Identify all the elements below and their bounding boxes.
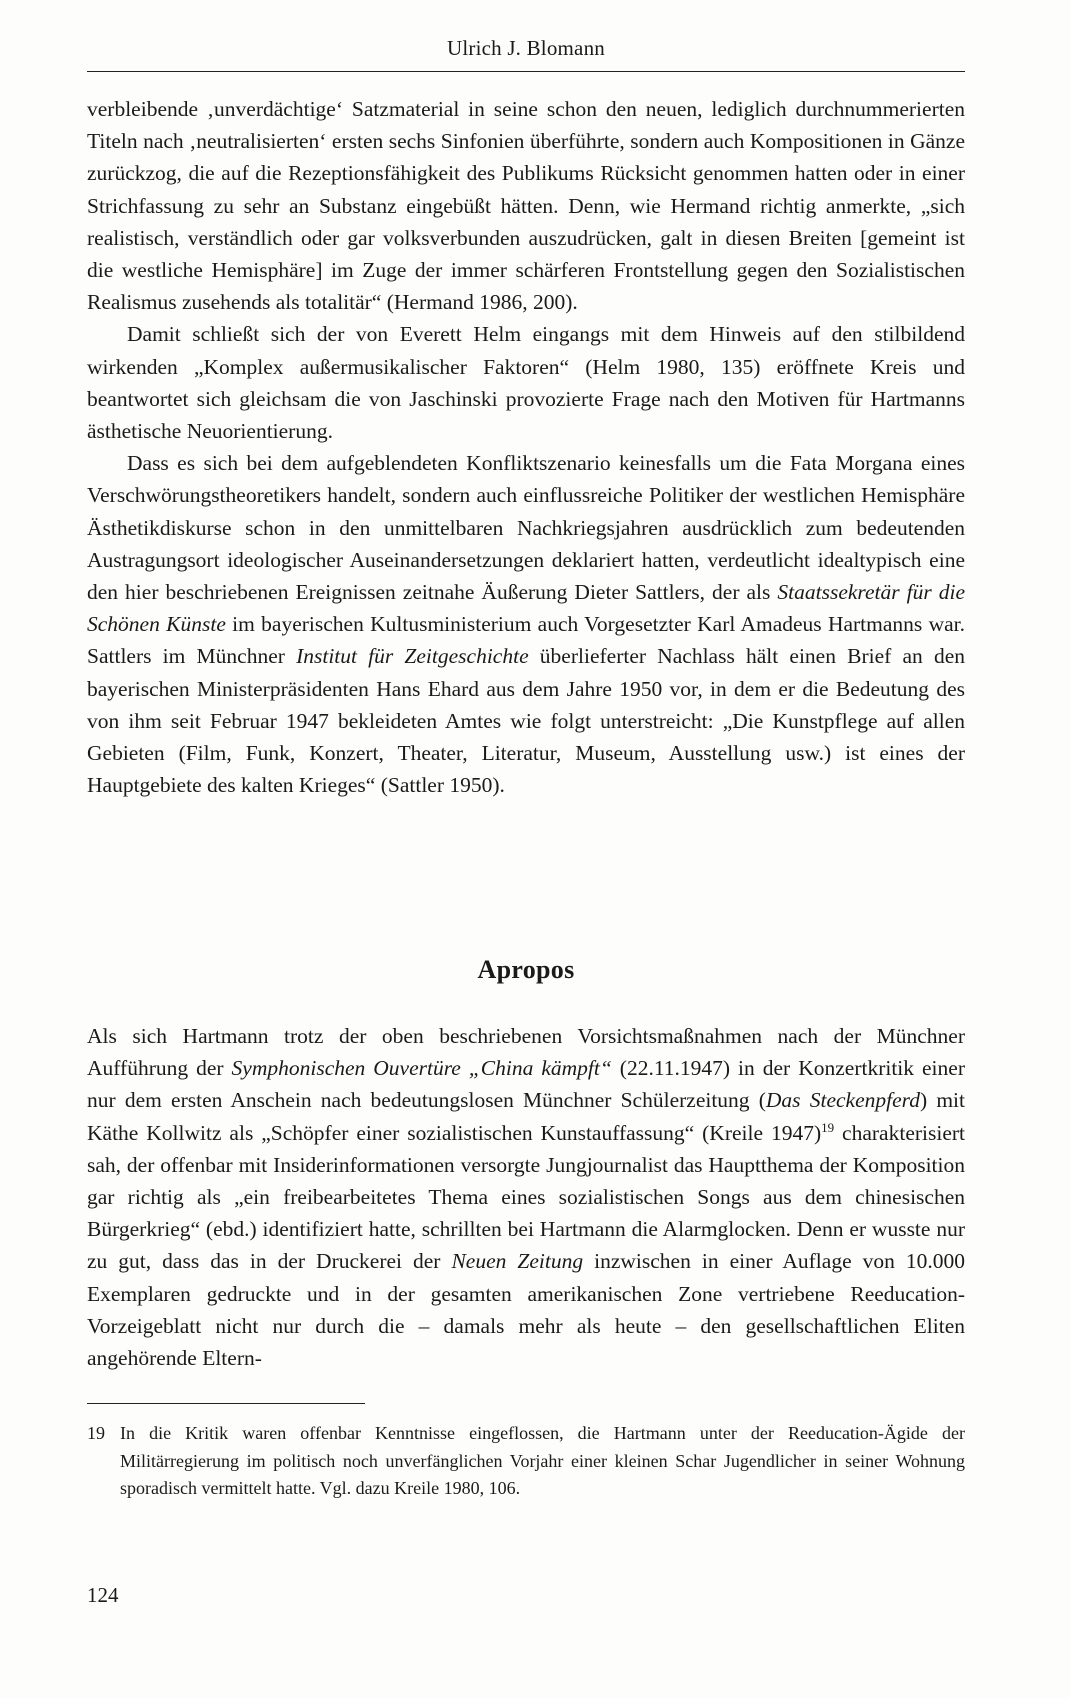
section-text-h: inzwischen in einer Auflage von 10.000 Exemplaren gedruckte und in der gesamten amerikanischen Zone vertriebene Reeducation-Vorzeigeblatt nicht nur durch die – damals mehr als heute – den gesellschaftlichen Eliten angehörende Eltern- xyxy=(87,1249,965,1371)
footnote-reference[interactable]: 19 xyxy=(821,1119,835,1135)
section-paragraph-1 xyxy=(87,1020,965,1374)
paragraph-3 xyxy=(87,447,965,801)
paragraph-1: verbleibende ‚unverdächtige‘ Satzmaterial in seine schon den neuen, lediglich durchnummerierten Titeln nach ‚neutralisierten‘ ersten sechs Sinfonien überführte, sondern auch Kompositionen in Gänze zurückzog, die auf die Rezeptionsfähigkeit des Publikums Rücksicht genommen hatten oder in einer Strichfassung zu sehr an Substanz eingebüßt hätten. Denn, wie Hermand richtig anmerkte, „sich realistisch, verständlich oder gar volksverbunden auszudrücken, galt in diesen Breiten [gemeint ist die westliche Hemisphäre] im Zuge der immer schärferen Frontstellung gegen den Sozialistischen Realismus zusehends als totalitär“ (Hermand 1986, 200). xyxy=(87,97,965,315)
section-text-c: (22.11.1947) in der Konzertkritik einer nur dem ersten Anschein nach bedeutungslosen Münchner Schülerzeitung ( xyxy=(87,1056,965,1113)
footnote xyxy=(87,1420,965,1503)
paragraph-3-italic-institute: Institut für Zeitgeschichte xyxy=(296,644,529,669)
footnote-divider xyxy=(87,1403,365,1404)
running-head: Ulrich J. Blomann xyxy=(87,36,965,72)
section-italic-neue-zeitung: Neuen Zeitung xyxy=(451,1249,584,1274)
section-body xyxy=(87,1020,965,1374)
section-text-e: ) mit Käthe Kollwitz als „Schöpfer einer sozialistischen Kunstauffassung“ (Kreile 1947) xyxy=(87,1088,965,1145)
footnote-number: 19 xyxy=(87,1423,105,1443)
paragraph-3-text-e: überlieferter Nachlass hält einen Brief an den bayerischen Ministerpräsidenten Hans Ehard aus dem Jahre 1950 vor, in dem er die Bedeutung des von ihm seit Februar 1947 bekleideten Amtes wie folgt unterstreicht: „Die Kunstpflege auf allen Gebieten (Film, Funk, Konzert, Theater, Literatur, Museum, Ausstellung usw.) ist eines der Hauptgebiete des kalten Krieges“ (Sattler 1950). xyxy=(87,644,965,798)
section-text-a: Als sich Hartmann trotz der oben beschriebenen Vorsichtsmaßnahmen nach der Münchner Aufführung der xyxy=(87,1024,965,1081)
page-number: 124 xyxy=(87,1583,119,1607)
section-italic-work-title: Symphonischen Ouvertüre „China kämpft“ xyxy=(231,1056,612,1081)
section-text-f: charakterisiert sah, der offenbar mit Insiderinformationen versorgte Jungjournalist das Hauptthema der Komposition gar richtig als „ein freibearbeitetes Thema eines sozialistischen Songs aus dem chinesischen Bürgerkrieg“ (ebd.) identifiziert hatte, schrillten bei Hartmann die Alarmglocken. Denn er wusste nur zu gut, dass das in der Druckerei der xyxy=(87,1120,966,1274)
paragraph-3-text-a: Dass es sich bei dem aufgeblendeten Konfliktszenario keinesfalls um die Fata Morgana eines Verschwörungstheoretikers handelt, sondern auch einflussreiche Politiker der westlichen Hemisphäre Ästhetikdiskurse schon in den unmittelbaren Nachkriegsjahren ausdrücklich zum bedeutenden Austragungsort ideologischer Auseinandersetzungen deklariert hatten, verdeutlicht idealtypisch eine den hier beschriebenen Ereignissen zeitnahe Äußerung Dieter Sattlers, der als xyxy=(87,451,965,605)
paragraph-3-text-c: im bayerischen Kultusministerium auch Vorgesetzter Karl Amadeus Hartmanns war. Sattlers im Münchner xyxy=(87,612,965,669)
paragraph-2: Damit schließt sich der von Everett Helm eingangs mit dem Hinweis auf den stilbildend wirkenden „Komplex außermusikalischer Faktoren“ (Helm 1980, 135) eröffnete Kreis und beantwortet sich gleichsam die von Jaschinski provozierte Frage nach den Motiven für Hartmanns ästhetische Neuorientierung. xyxy=(87,322,965,444)
footnote-text: In die Kritik waren offenbar Kenntnisse eingeflossen, die Hartmann unter der Reeducation-Ägide der Militärregierung im politisch noch unverfänglichen Vorjahr einer kleinen Schar Jugendlicher in seiner Wohnung sporadisch vermittelt hatte. Vgl. dazu Kreile 1980, 106. xyxy=(120,1423,965,1498)
body-text xyxy=(87,93,965,801)
paragraph-3-italic-title: Staatssekretär für die Schönen Künste xyxy=(87,580,965,637)
section-heading: Apropos xyxy=(477,955,575,984)
section-italic-newspaper: Das Steckenpferd xyxy=(765,1088,920,1113)
